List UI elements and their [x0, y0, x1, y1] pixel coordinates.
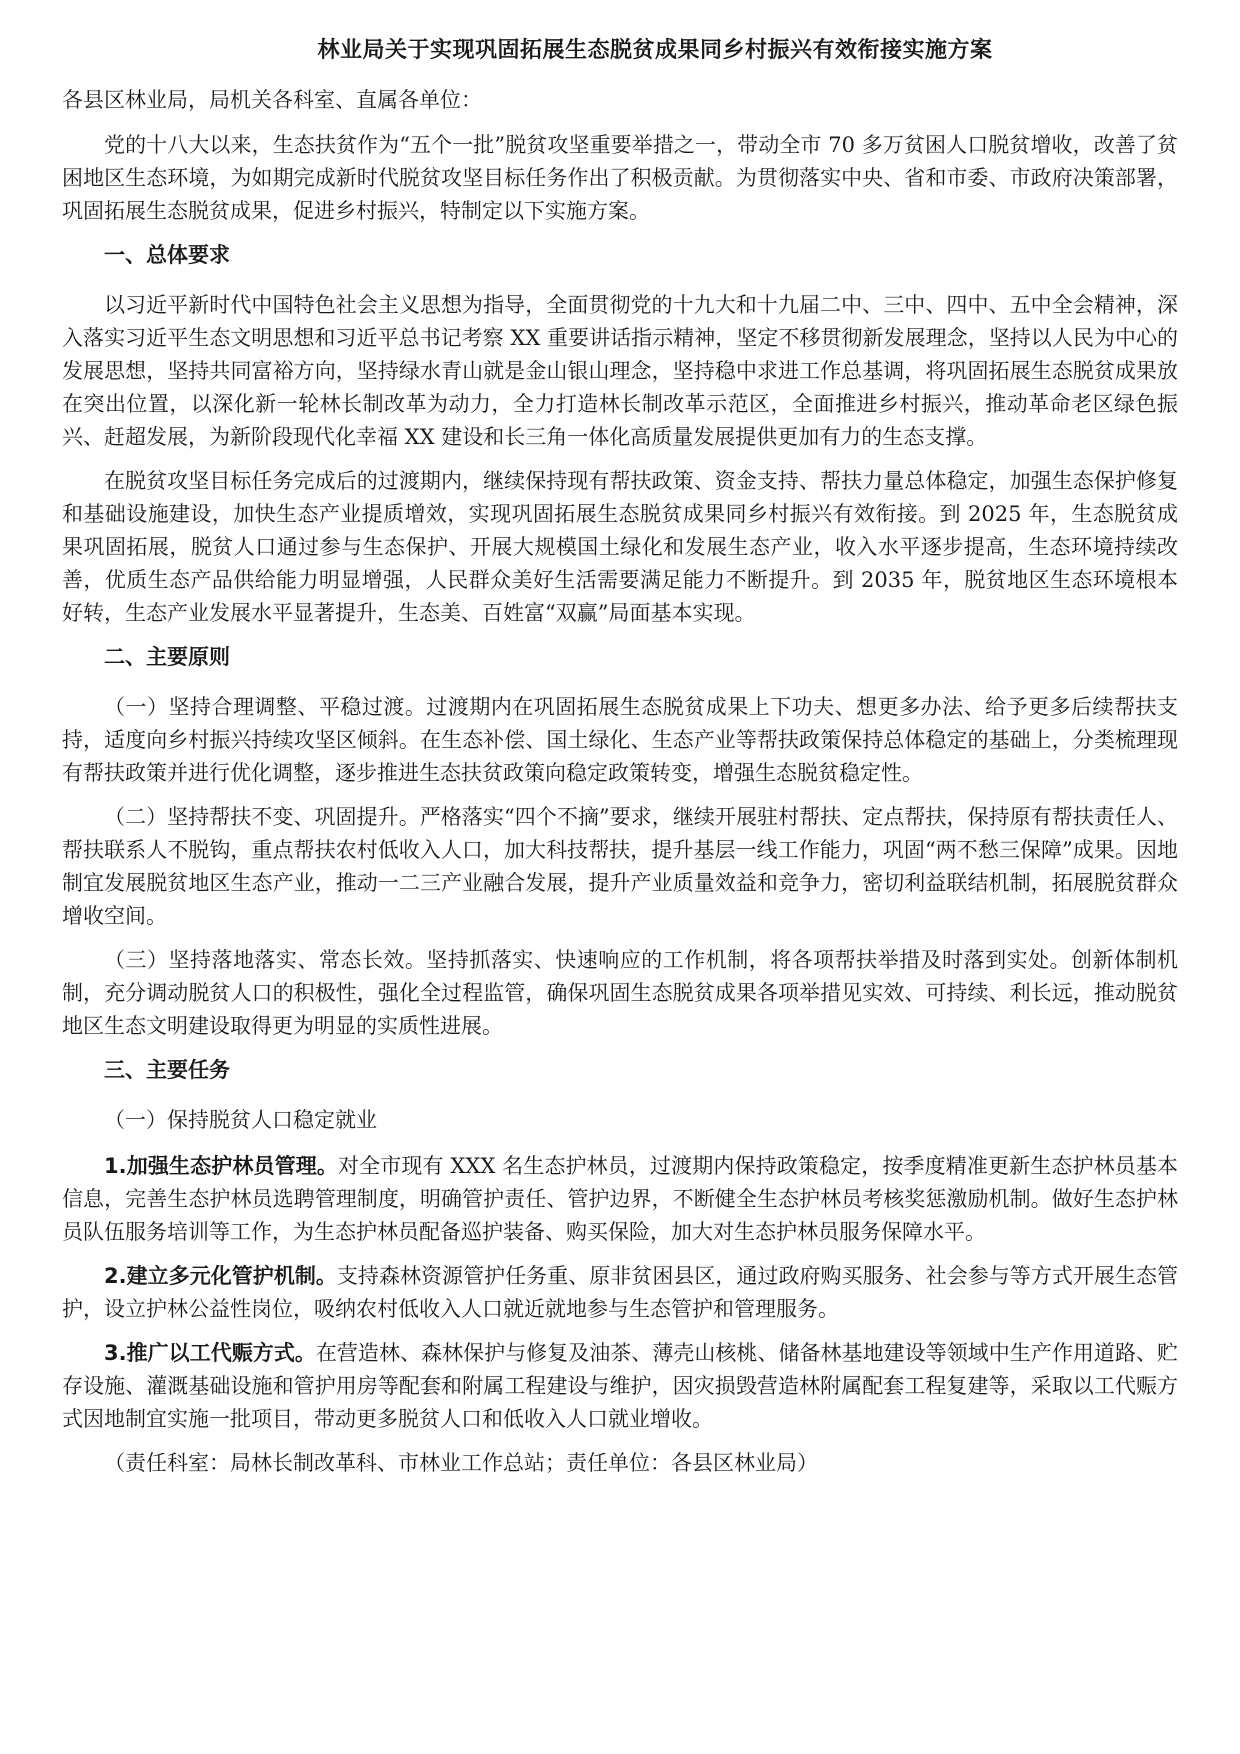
document-title: 林业局关于实现巩固拓展生态脱贫成果同乡村振兴有效衔接实施方案: [317, 38, 993, 63]
task-item-3-text: 在营造林、森林保护与修复及油茶、薄壳山核桃、储备林基地建设等领域中生产作用道路、贮存设施、灌溉基础设施和管护用房等配套和附属工程建设与维护，因灾损毁营造林附属配套工程复建等，采取以工代赈方式因地制宜实施一批项目，带动更多脱贫人口和低收入人口就业增收。: [62, 1341, 1178, 1431]
section-heading-main-principles: 二、主要原则: [104, 645, 230, 669]
principle-paragraph-2: （二）坚持帮扶不变、巩固提升。严格落实“四个不摘”要求，继续开展驻村帮扶、定点帮扶，保持原有帮扶责任人、帮扶联系人不脱钩，重点帮扶农村低收入人口，加大科技帮扶，提升基层一线工作能力，巩固“两不愁三保障”成果。因地制宜发展脱贫地区生态产业，推动一二三产业融合发展，提升产业质量效益和竞争力，密切利益联结机制，拓展脱贫群众增收空间。: [62, 805, 1178, 928]
intro-paragraph: 党的十八大以来，生态扶贫作为“五个一批”脱贫攻坚重要举措之一，带动全市 70 多万贫困人口脱贫增收，改善了贫困地区生态环境，为如期完成新时代脱贫攻坚目标任务作出了积极贡献。为贯彻落实中央、省和市委、市政府决策部署，巩固拓展生态脱贫成果，促进乡村振兴，特制定以下实施方案。: [62, 133, 1178, 223]
task-item-1: [62, 1150, 1178, 1249]
responsibility-note: （责任科室：局林长制改革科、市林业工作总站；责任单位：各县区林业局）: [104, 1451, 818, 1475]
task-item-2: [62, 1260, 1178, 1326]
task-item-1-lead: 1.加强生态护林员管理。: [104, 1154, 338, 1178]
task-item-3-lead: 3.推广以工代赈方式。: [104, 1341, 316, 1365]
general-requirements-paragraph-1: 以习近平新时代中国特色社会主义思想为指导，全面贯彻党的十九大和十九届二中、三中、四中、五中全会精神，深入落实习近平生态文明思想和习近平总书记考察 XX 重要讲话指示精神，坚定不移贯彻新发展理念，坚持以人民为中心的发展思想，坚持共同富裕方向，坚持绿水青山就是金山银山理念，坚持稳中求进工作总基调，将巩固拓展生态脱贫成果放在突出位置，以深化新一轮林长制改革为动力，全力打造林长制改革示范区，全面推进乡村振兴，推动革命老区绿色振兴、赶超发展，为新阶段现代化幸福 XX 建设和长三角一体化高质量发展提供更加有力的生态支撑。: [62, 293, 1178, 449]
task-item-1-text: 对全市现有 XXX 名生态护林员，过渡期内保持政策稳定，按季度精准更新生态护林员基本信息，完善生态护林员选聘管理制度，明确管护责任、管护边界，不断健全生态护林员考核奖惩激励机制。做好生态护林员队伍服务培训等工作，为生态护林员配备巡护装备、购买保险，加大对生态护林员服务保障水平。: [62, 1154, 1178, 1244]
task-item-2-text: 支持森林资源管护任务重、原非贫困县区，通过政府购买服务、社会参与等方式开展生态管护，设立护林公益性岗位，吸纳农村低收入人口就近就地参与生态管护和管理服务。: [62, 1264, 1178, 1321]
general-requirements-paragraph-2: 在脱贫攻坚目标任务完成后的过渡期内，继续保持现有帮扶政策、资金支持、帮扶力量总体稳定，加强生态保护修复和基础设施建设，加快生态产业提质增效，实现巩固拓展生态脱贫成果同乡村振兴有效衔接。到 2025 年，生态脱贫成果巩固拓展，脱贫人口通过参与生态保护、开展大规模国土绿化和发展生态产业，收入水平逐步提高，生态环境持续改善，优质生态产品供给能力明显增强，人民群众美好生活需要满足能力不断提升。到 2035 年，脱贫地区生态环境根本好转，生态产业发展水平显著提升，生态美、百姓富“双赢”局面基本实现。: [62, 469, 1178, 625]
section-heading-main-tasks: 三、主要任务: [104, 1058, 230, 1082]
principle-paragraph-1: （一）坚持合理调整、平稳过渡。过渡期内在巩固拓展生态脱贫成果上下功夫、想更多办法、给予更多后续帮扶支持，适度向乡村振兴持续攻坚区倾斜。在生态补偿、国土绿化、生态产业等帮扶政策保持总体稳定的基础上，分类梳理现有帮扶政策并进行优化调整，逐步推进生态扶贫政策向稳定政策转变，增强生态脱贫稳定性。: [62, 695, 1178, 785]
salutation: 各县区林业局，局机关各科室、直属各单位：: [62, 88, 482, 112]
principle-paragraph-3: （三）坚持落地落实、常态长效。坚持抓落实、快速响应的工作机制，将各项帮扶举措及时落到实处。创新体制机制，充分调动脱贫人口的积极性，强化全过程监管，确保巩固生态脱贫成果各项举措见实效、可持续、利长远，推动脱贫地区生态文明建设取得更为明显的实质性进展。: [62, 948, 1178, 1038]
section-heading-general-requirements: 一、总体要求: [104, 243, 230, 267]
task-subheading-employment: （一）保持脱贫人口稳定就业: [104, 1108, 377, 1132]
task-item-3: [62, 1337, 1178, 1436]
task-item-2-lead: 2.建立多元化管护机制。: [104, 1264, 337, 1288]
